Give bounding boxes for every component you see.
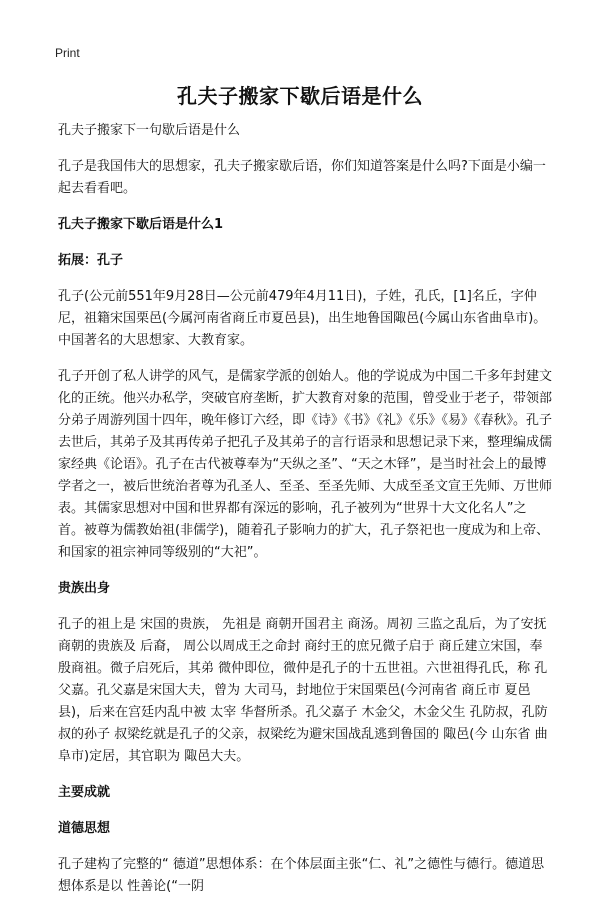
subtitle: 孔夫子搬家下一句歇后语是什么 <box>58 123 241 138</box>
print-link[interactable]: Print <box>55 46 80 60</box>
section-heading-1: 孔夫子搬家下歇后语是什么1 <box>58 217 224 232</box>
intro-paragraph: 孔子是我国伟大的思想家，孔夫子搬家歇后语，你们知道答案是什么吗?下面是小编一起去看看吧。 <box>58 159 546 196</box>
teaching-paragraph: 孔子开创了私人讲学的风气，是儒家学派的创始人。他的学说成为中国二千多年封建文化的正统。他兴办私学，突破官府垄断，扩大教育对象的范围，曾受业于老子，带领部分弟子周游列国十四年，晚年修订六经，即《诗》《书》《礼》《乐》《易》《春秋》。孔子去世后，其弟子及其再传弟子把孔子及其弟子的言行语录和思想记录下来，整理编成儒家经典《论语》。孔子在古代被尊奉为“天纵之圣”、“天之木铎”，是当时社会上的最博学者之一，被后世统治者尊为孔圣人、至圣、至圣先师、大成至圣文宣王先师、万世师表。其儒家思想对中国和世界都有深远的影响，孔子被列为“世界十大文化名人”之首。被尊为儒教始祖(非儒学)，随着孔子影响力的扩大，孔子祭祀也一度成为和上帝、和国家的祖宗神同等级别的“大祀”。 <box>58 369 553 560</box>
bio-paragraph: 孔子(公元前551年9月28日—公元前479年4月11日)，子姓，孔氏，[1]名丘，字仲尼，祖籍宋国栗邑(今属河南省商丘市夏邑县)，出生地鲁国陬邑(今属山东省曲阜市)。中国著名的大思想家、大教育家。 <box>58 289 547 348</box>
section-heading-3: 贵族出身 <box>58 581 111 596</box>
section-heading-4: 主要成就 <box>58 785 111 800</box>
moral-paragraph: 孔子建构了完整的“ 德道”思想体系：在个体层面主张“仁、礼”之德性与德行。德道思想体系是以 性善论(“一阴 <box>58 857 545 894</box>
section-heading-2: 拓展：孔子 <box>58 253 124 268</box>
section-heading-5: 道德思想 <box>58 821 111 836</box>
page-title: 孔夫子搬家下歇后语是什么 <box>177 84 423 108</box>
origin-paragraph: 孔子的祖上是 宋国的贵族， 先祖是 商朝开国君主 商汤。周初 三监之乱后，为了安抚商朝的贵族及 后裔， 周公以周成王之命封 商纣王的庶兄微子启于 商丘建立宋国，奉殷商祖。微子启死后，其弟 微仲即位，微仲是孔子的十五世祖。六世祖得孔氏，称 孔父嘉。孔父嘉是宋国大夫，曾为 大司马，封地位于宋国栗邑(今河南省 商丘市 夏邑县)，后来在宫廷内乱中被 太宰 华督所杀。孔父嘉子 木金父，木金父生 孔防叔，孔防叔的孙子 叔梁纥就是孔子的父亲，叔梁纥为避宋国战乱逃到鲁国的 陬邑(今 山东省 曲阜市)定居，其官职为 陬邑大夫。 <box>58 617 548 764</box>
article-body <box>58 120 552 898</box>
